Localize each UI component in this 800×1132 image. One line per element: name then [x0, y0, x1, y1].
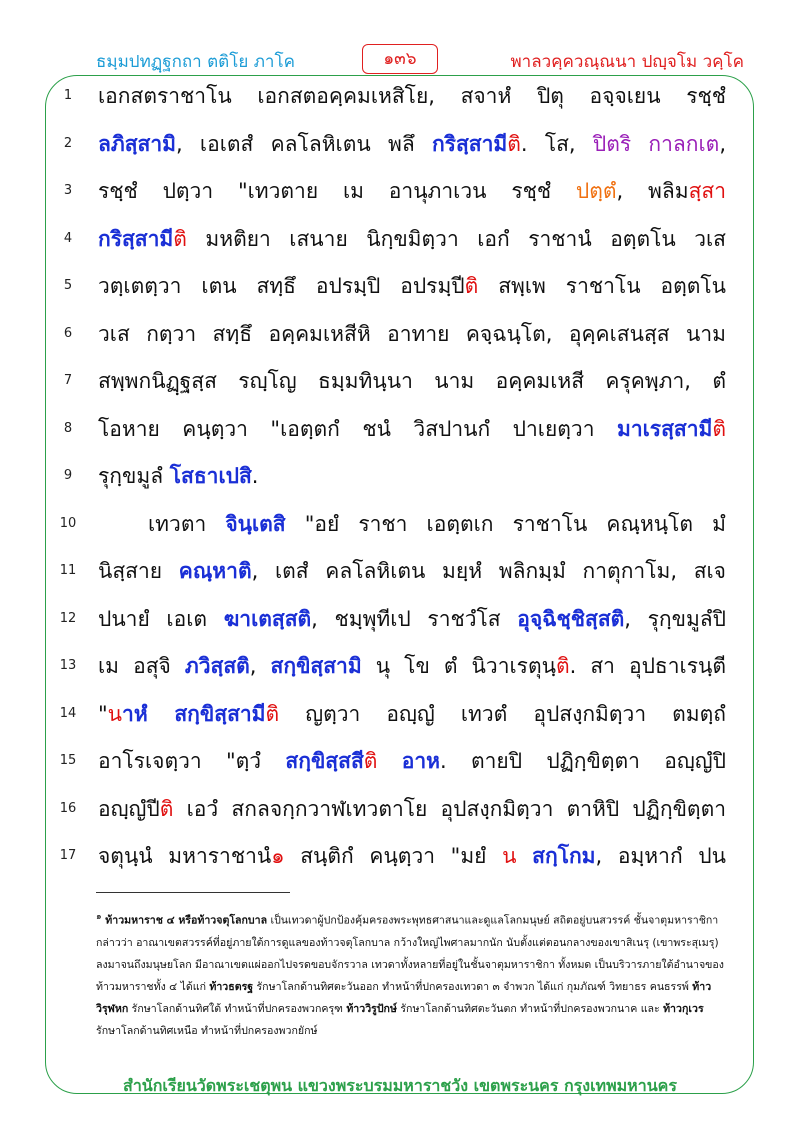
text-line: [0, 405, 800, 453]
highlighted-word: ปตฺตํ: [575, 179, 617, 203]
text-segment: สพฺเพ ราชาโน อตฺตโน: [478, 274, 727, 298]
text-segment: , อมฺหากํ ปน: [595, 844, 726, 868]
text-segment: , เตสํ คลโลหิเตน มยฺหํ พลิกมฺมํ กาตุกาโม, สเจ: [251, 559, 726, 583]
line-text: [148, 508, 726, 541]
highlighted-word: น: [107, 701, 123, 726]
text-segment: "อยํ ราชา เอตฺตเก ราชาโน คณฺหนฺโต มํ: [285, 511, 726, 536]
line-text: [98, 223, 726, 256]
text-segment: เม อสุจิ: [98, 654, 185, 678]
highlighted-word: ติ: [159, 796, 174, 821]
page-number-badge: ๑๓๖: [362, 44, 438, 74]
highlighted-word: ฆาเตสฺสติ: [223, 606, 312, 631]
line-number: 9: [63, 468, 73, 483]
line-text: [98, 745, 726, 778]
text-segment: ,: [719, 131, 726, 156]
highlighted-word: าหํ: [122, 701, 175, 726]
text-segment: ปนายํ เอเต: [98, 606, 224, 631]
highlighted-word: ติ: [464, 274, 479, 298]
highlighted-word: ติ: [363, 749, 378, 773]
text-segment: , พลิม: [616, 179, 689, 203]
highlighted-word: ติ: [555, 654, 570, 678]
highlighted-word: อุจฺฉิชฺชิสฺสติ: [517, 606, 625, 631]
highlighted-word: กริสฺสามี: [98, 226, 174, 251]
text-segment: จตุนฺนํ มหาราชานํ: [98, 844, 272, 868]
highlighted-word: มาเรสฺสามี: [616, 416, 713, 441]
line-text: [98, 603, 726, 636]
footnote: [96, 906, 726, 1042]
line-text: [98, 793, 726, 826]
line-text: [98, 555, 726, 588]
highlighted-word: ลภิสฺสามิ: [98, 131, 176, 156]
text-line: [0, 262, 800, 310]
highlighted-word: สกฺขิสฺสสี: [285, 749, 364, 773]
text-segment: วตฺเตตฺวา เตน สทฺธึ อปรมฺปิ อปรมฺปี: [98, 274, 465, 298]
footnote-text: เป็นเทวดาผู้ปกป้องคุ้มครองพระพุทธศาสนาและดูแลโลกมนุษย์ สถิตอยู่บนสวรรค์ ชั้นจาตุมหาราชิกา กล่าวว่า อาณาเขตสวรรค์ที่อยู่ภายใต้การดูแลของท้าวจตุโลกบาล กว้างใหญ่ไพศาลมากนัก นับตั้งแต่ตอนกลางของเขาสิเนรุ (เขาพระสุเมรุ) ลงมาจนถึงมนุษยโลก มีอาณาเขตแผ่ออกไปจรดขอบจักรวาล เทวดาทั้งหลายที่อยู่ในชั้นจาตุมหาราชิกา ทั้งหมด เป็นบริวารภายใต้อำนาจของท้าวมหาราชทั้ง ๔ ได้แก่: [96, 914, 724, 993]
text-segment: .: [251, 464, 259, 488]
highlighted-word: โสธาเปสิ: [169, 464, 252, 488]
line-text: [98, 650, 726, 683]
line-text: [98, 413, 726, 446]
text-segment: ": [98, 701, 108, 726]
text-line: [0, 785, 800, 833]
footnote-king-name: ท้าววิรุฬหก: [96, 980, 712, 1015]
text-segment: เทวตา: [148, 511, 226, 536]
text-line: [0, 642, 800, 690]
text-segment: ,: [249, 654, 271, 678]
line-number: 16: [59, 800, 77, 816]
highlighted-word: ติ: [265, 701, 280, 726]
line-number: 1: [63, 88, 73, 103]
text-segment: [517, 844, 533, 868]
line-number: 3: [63, 183, 73, 198]
text-segment: รชฺชํ ปตฺวา "เทวตาย เม อานุภาเวน รชฺชํ: [98, 179, 576, 203]
footnote-heading: ท้าวมหาราช ๔ หรือท้าวจตุโลกบาล: [101, 914, 268, 927]
text-segment: สนฺติกํ คนฺตฺวา "มยํ: [284, 844, 503, 868]
text-line: [0, 215, 800, 263]
line-text: [98, 270, 726, 303]
text-segment: ญตฺวา อญฺญํ เทวตํ อุปสงฺกมิตฺวา ตมตฺถํ: [279, 701, 726, 726]
line-number: 13: [59, 658, 77, 673]
text-line: [0, 547, 800, 595]
highlighted-word: ติ: [173, 226, 187, 251]
text-segment: [377, 749, 401, 773]
highlighted-word: น: [502, 844, 517, 868]
line-number: 5: [63, 278, 73, 293]
text-segment: อาโรเจตฺวา "ตฺวํ: [98, 749, 286, 773]
page-footer: สำนักเรียนวัดพระเชตุพน แขวงพระบรมมหาราชวัง เขตพระนคร กรุงเทพมหานคร: [123, 1076, 677, 1095]
line-text: [98, 80, 726, 113]
line-number: 12: [59, 610, 77, 626]
highlighted-word: สกฺขิสฺสามี: [174, 701, 266, 726]
highlighted-word: อาห: [401, 749, 440, 773]
highlighted-word: ปิตริ กาลกเต: [592, 131, 720, 156]
footnote-divider: [96, 892, 290, 893]
text-line: [0, 452, 800, 500]
line-text: [98, 840, 726, 873]
text-segment: . โส,: [520, 131, 593, 156]
highlighted-word: ติ: [507, 131, 521, 156]
text-segment: มหติยา เสนาย นิกฺขมิตฺวา เอกํ ราชานํ อตฺตโน วเส: [186, 226, 726, 251]
footnote-king-name: ท้าววิรูปักษ์: [346, 1002, 397, 1015]
text-segment: เอกสตราชาโน เอกสตอคฺคมเหสิโย, สจาหํ ปิตุ อจฺจเยน รชฺชํ: [98, 84, 726, 108]
line-text: [98, 365, 726, 398]
text-segment: วเส กตฺวา สทฺธึ อคฺคมเหสีหิ อาทาย คจฺฉนฺโต, อุคฺคเสนสฺส นาม: [98, 321, 726, 346]
line-number: 17: [59, 848, 77, 863]
text-segment: . ตายปิ ปฏิกฺขิตฺตา อญฺญํปิ: [439, 749, 726, 773]
text-segment: นุ โข ตํ นิวาเรตุนฺ: [361, 654, 556, 678]
line-number: 14: [59, 705, 77, 721]
text-line: [0, 690, 800, 738]
text-line: [0, 595, 800, 643]
highlighted-word: คณฺหาติ: [178, 559, 252, 583]
line-number: 10: [59, 515, 77, 531]
line-text: [98, 175, 726, 208]
footnote-text: รักษาโลกด้านทิศตะวันตก ทำหน้าที่ปกครองพวกนาค และ: [396, 1002, 664, 1015]
footnote-king-name: ท้าวกุเวร: [663, 1002, 704, 1015]
line-number: 2: [63, 135, 73, 151]
highlighted-word: สกฺโกม: [532, 844, 596, 868]
text-segment: เอวํ สกลจกฺกวาฬเทวตาโย อุปสงฺกมิตฺวา ตาหิปิ ปฏิกฺขิตฺตา: [173, 796, 726, 821]
footnote-king-name: ท้าวธตรฐ: [209, 980, 254, 993]
line-text: [98, 698, 726, 731]
text-segment: . สา อุปธาเรนฺตี: [569, 654, 726, 678]
text-segment: , ชมฺพุทีเป ราชวํโส: [311, 606, 518, 631]
line-number: 8: [63, 420, 73, 436]
footnote-text: รักษาโลกด้านทิศเหนือ ทำหน้าที่ปกครองพวกยักษ์: [96, 1024, 318, 1037]
highlighted-word: ๑: [271, 844, 285, 868]
text-line: [0, 500, 800, 548]
highlighted-word: กริสฺสามี: [431, 131, 508, 156]
text-line: [0, 357, 800, 405]
text-segment: อญฺญํปี: [98, 796, 160, 821]
text-line: [0, 310, 800, 358]
text-line: [0, 167, 800, 215]
footnote-marker: ๑: [96, 912, 102, 922]
text-segment: สพฺพกนิฏฺฐสฺส รญฺโญ ธมฺมทินฺนา นาม อคฺคมเหสี ครุคพฺภา, ตํ: [98, 369, 726, 393]
text-segment: โอหาย คนฺตฺวา "เอตฺตกํ ชนํ วิสปานกํ ปาเยตฺวา: [98, 416, 617, 441]
line-text: [98, 318, 726, 351]
line-text: [98, 128, 726, 161]
text-line: [0, 737, 800, 785]
highlighted-word: ติ: [712, 416, 726, 441]
chapter-title: พาลวคฺควณฺณนา ปญฺจโม วคฺโค: [510, 52, 744, 72]
line-number: 15: [59, 753, 77, 768]
line-number: 4: [63, 230, 73, 246]
text-line: [0, 120, 800, 168]
text-line: [0, 832, 800, 880]
highlighted-word: สฺสา: [688, 179, 727, 203]
line-number: 11: [59, 563, 77, 578]
highlighted-word: จินฺเตสิ: [225, 511, 286, 536]
text-segment: นิสฺสาย: [98, 559, 179, 583]
book-title: ธมฺมปทฏฺฐกถา ตติโย ภาโค: [96, 52, 295, 72]
line-number: 6: [63, 325, 73, 341]
text-segment: รุกฺขมูลํ: [98, 464, 170, 488]
text-line: [0, 72, 800, 120]
line-text: [98, 460, 726, 493]
line-number: 7: [63, 373, 73, 388]
highlighted-word: สกฺขิสฺสามิ: [270, 654, 362, 678]
footnote-text: รักษาโลกด้านทิศใต้ ทำหน้าที่ปกครองพวกครุฑ: [128, 1002, 347, 1015]
highlighted-word: ภวิสฺสติ: [184, 654, 250, 678]
footnote-text: รักษาโลกด้านทิศตะวันออก ทำหน้าที่ปกครองเทวดา ๓ จำพวก ได้แก่ กุมภัณฑ์ วิทยาธร คนธรรพ์: [253, 980, 693, 993]
text-segment: , เอเตสํ คลโลหิเตน พลึ: [175, 131, 432, 156]
text-segment: , รุกฺขมูลํปิ: [624, 606, 726, 631]
